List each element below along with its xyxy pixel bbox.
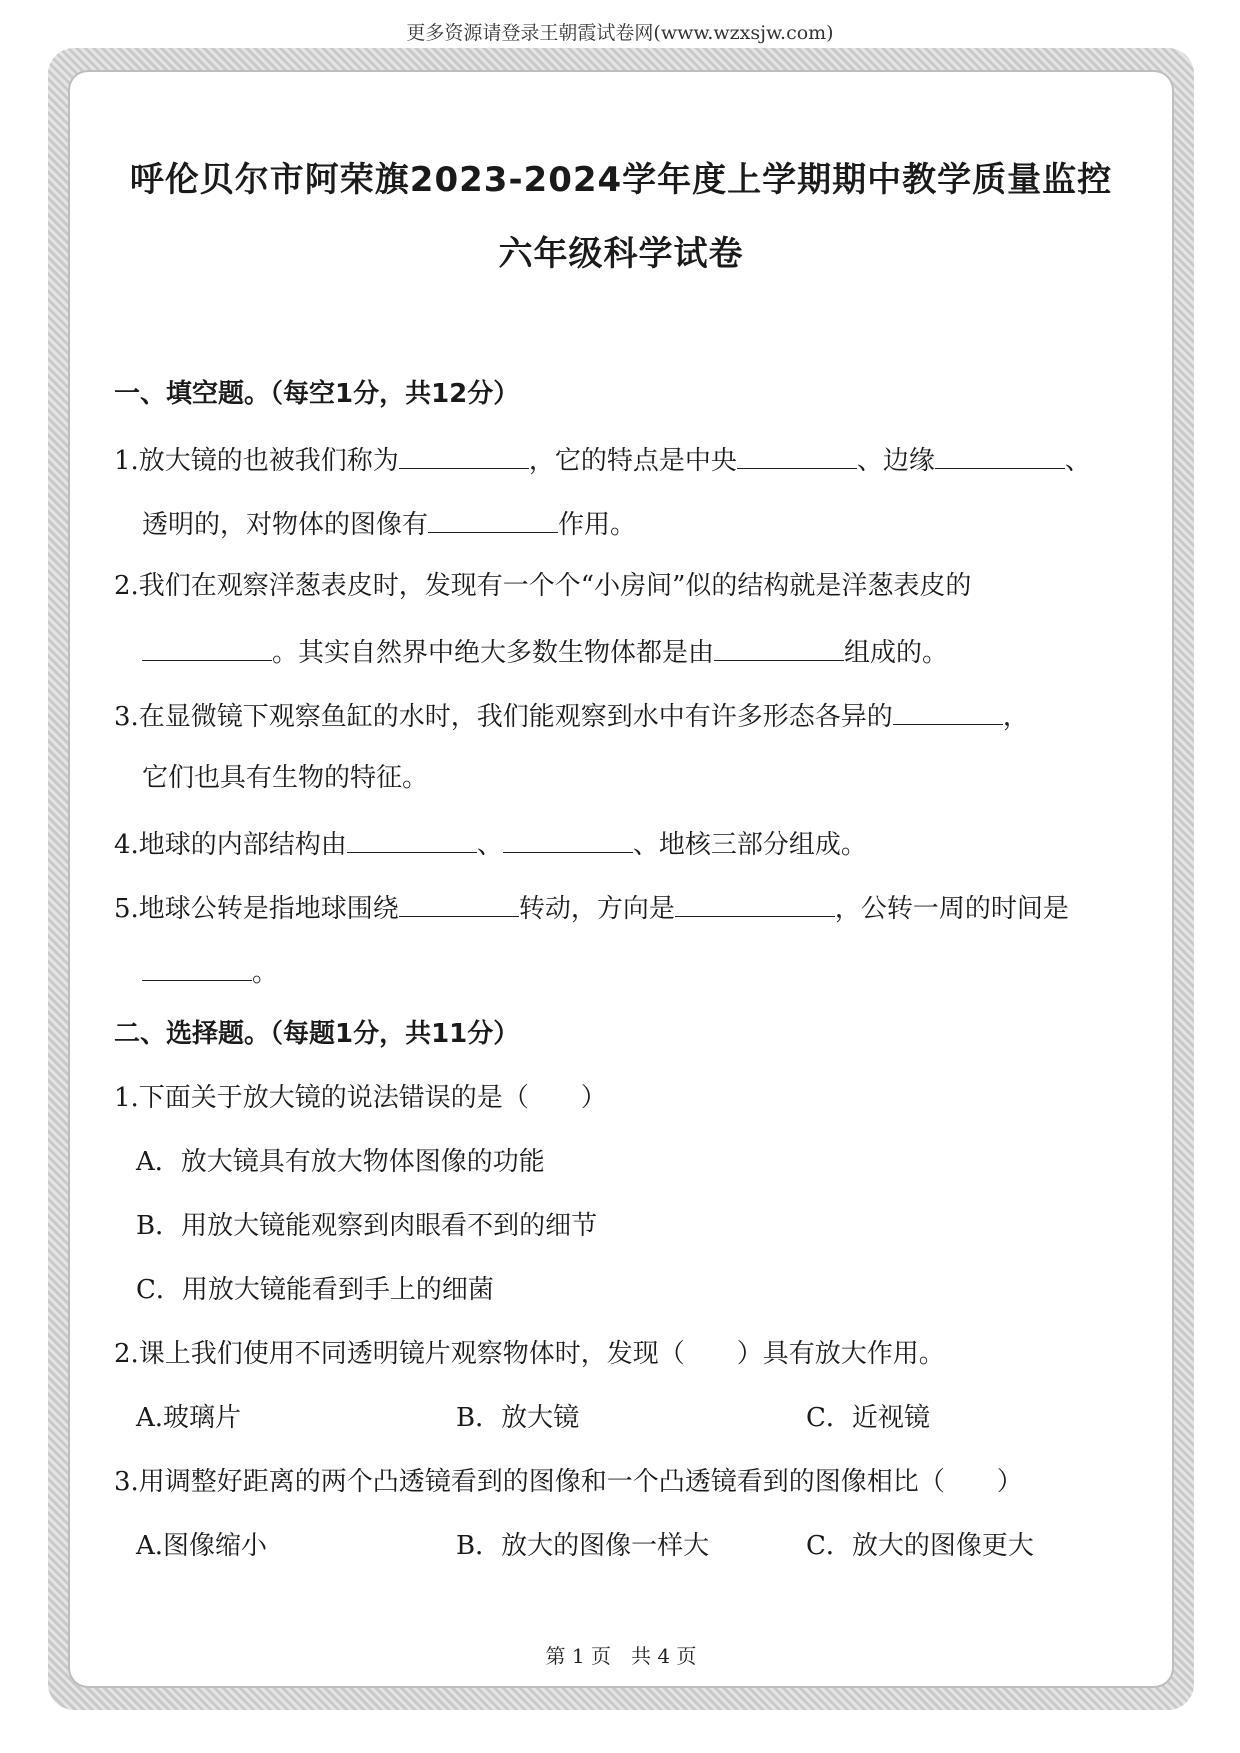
text: 5.地球公转是指地球围绕: [114, 894, 399, 924]
question-1-1-cont: [114, 502, 1134, 566]
answer-blank[interactable]: [347, 822, 477, 853]
question-2-2-options: [114, 1398, 1134, 1462]
answer-blank[interactable]: [399, 438, 529, 469]
section1-heading: 一、填空题。（每空1分，共12分）: [114, 379, 520, 409]
question-2-3: 3.用调整好距离的两个凸透镜看到的图像和一个凸透镜看到的图像相比（ ）: [114, 1467, 1023, 1497]
answer-blank[interactable]: [503, 822, 633, 853]
answer-blank[interactable]: [737, 438, 857, 469]
option-c[interactable]: C．放大的图像更大: [806, 1531, 1034, 1561]
question-1-2-cont: [114, 630, 1134, 694]
text: 4.地球的内部结构由: [114, 830, 347, 860]
question-1-4: [114, 822, 1134, 886]
answer-blank[interactable]: [893, 694, 1003, 725]
text: 、: [476, 830, 503, 860]
answer-blank[interactable]: [399, 886, 519, 917]
exam-title-line1: 呼伦贝尔市阿荣旗2023-2024学年度上学期期中教学质量监控: [129, 160, 1113, 200]
text: ，: [1002, 702, 1029, 732]
text: 转动，方向是: [518, 894, 675, 924]
answer-blank[interactable]: [428, 502, 558, 533]
text: 、边缘: [856, 446, 935, 476]
option-b[interactable]: B．放大的图像一样大: [456, 1531, 710, 1561]
question-1-5: [114, 886, 1134, 950]
text: 。: [252, 958, 279, 988]
option-a[interactable]: A.玻璃片: [136, 1403, 242, 1433]
text: 作用。: [558, 510, 637, 540]
question-2-3-options: [114, 1526, 1134, 1590]
question-2-2: 2.课上我们使用不同透明镜片观察物体时，发现（ ）具有放大作用。: [114, 1339, 945, 1369]
text: 1.放大镜的也被我们称为: [114, 446, 399, 476]
text: 、: [1064, 446, 1091, 476]
question-1-5-cont: [114, 950, 1134, 1014]
text: ，公转一周的时间是: [834, 894, 1069, 924]
option-c[interactable]: C．近视镜: [806, 1403, 930, 1433]
option-b[interactable]: B．用放大镜能观察到肉眼看不到的细节: [136, 1211, 598, 1241]
answer-blank[interactable]: [142, 630, 272, 661]
section2-heading: 二、选择题。（每题1分，共11分）: [114, 1019, 520, 1049]
question-1-3: [114, 694, 1134, 758]
exam-title-line2: 六年级科学试卷: [498, 234, 744, 274]
text: 组成的。: [844, 638, 949, 668]
question-1-3-cont: 它们也具有生物的特征。: [142, 763, 429, 793]
option-c[interactable]: C．用放大镜能看到手上的细菌: [136, 1275, 494, 1305]
question-2-1: 1.下面关于放大镜的说法错误的是（ ）: [114, 1083, 607, 1113]
answer-blank[interactable]: [142, 950, 252, 981]
text: ，它的特点是中央: [528, 446, 737, 476]
option-b[interactable]: B．放大镜: [456, 1403, 580, 1433]
answer-blank[interactable]: [675, 886, 835, 917]
text: 透明的，对物体的图像有: [142, 510, 429, 540]
header-note: 更多资源请登录王朝霞试卷网(www.wzxsjw.com): [406, 22, 834, 44]
text: 、地核三部分组成。: [632, 830, 867, 860]
text: 。其实自然界中绝大多数生物体都是由: [272, 638, 715, 668]
page-number: 第 1 页 共 4 页: [545, 1644, 697, 1668]
exam-content: [114, 374, 1134, 1590]
option-a[interactable]: A．放大镜具有放大物体图像的功能: [136, 1147, 545, 1177]
question-1-2: 2.我们在观察洋葱表皮时，发现有一个个“小房间”似的结构就是洋葱表皮的: [114, 571, 972, 601]
option-a[interactable]: A.图像缩小: [136, 1531, 268, 1561]
text: 3.在显微镜下观察鱼缸的水时，我们能观察到水中有许多形态各异的: [114, 702, 893, 732]
answer-blank[interactable]: [935, 438, 1065, 469]
question-1-1: [114, 438, 1134, 502]
answer-blank[interactable]: [714, 630, 844, 661]
